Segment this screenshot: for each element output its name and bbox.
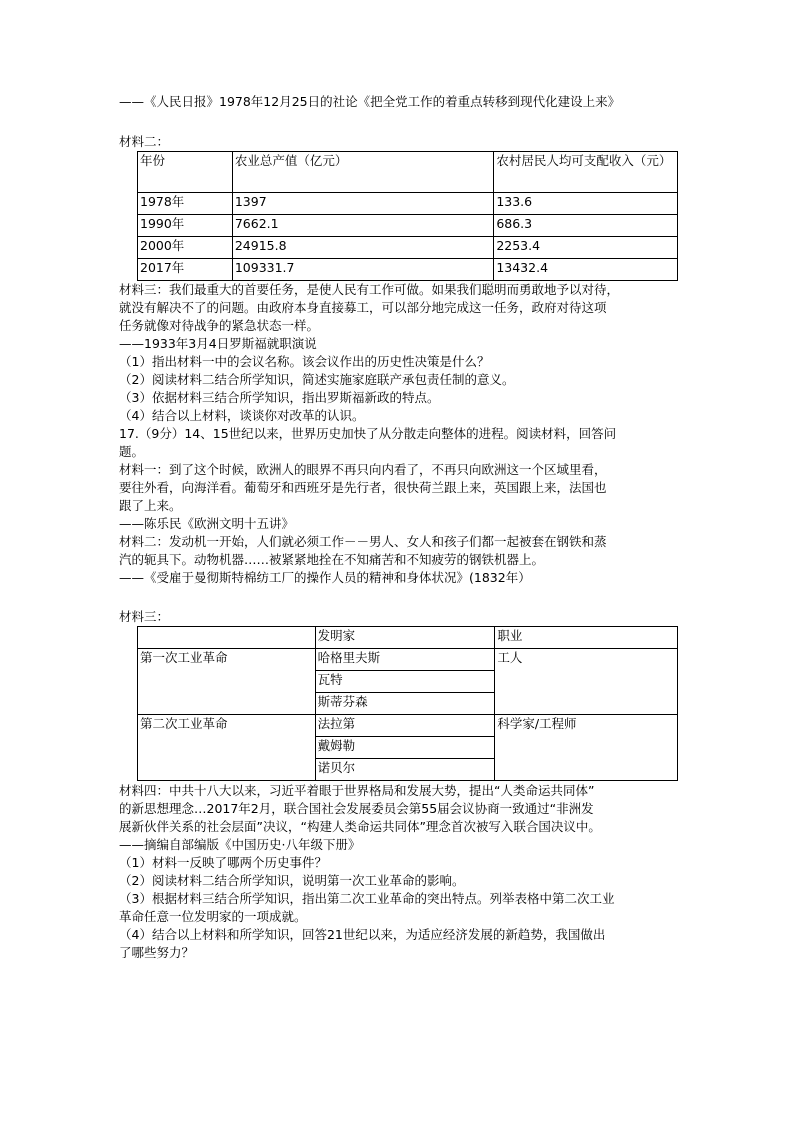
q17-material-one: 要往外看，向海洋看。葡萄牙和西班牙是先行者，很快荷兰跟上来，英国跟上来，法国也 (119, 480, 607, 495)
q17-material-four: 材料四：中共十八大以来，习近平着眼于世界格局和发展大势，提出“人类命运共同体” (119, 783, 595, 798)
header-occupation: 职业 (495, 627, 678, 649)
second-revolution-label: 第二次工业革命 (138, 715, 316, 781)
q17-material-two: 汽的轭具下。动物机器……被紧紧地拴在不知痛苦和不知疲劳的钢铁机器上。 (119, 552, 545, 567)
table-cell: 686.3 (494, 215, 678, 237)
question-17-3: 革命任意一位发明家的一项成就。 (119, 909, 307, 924)
q17-material-two: 材料二：发动机一开始，人们就必须工作－－男人、女人和孩子们都一起被套在钢铁和蒸 (119, 534, 607, 549)
question-17-4: （4）结合以上材料和所学知识，回答21世纪以来，为适应经济发展的新趋势，我国做出 (119, 927, 606, 942)
material-three-line: 任务就像对待战争的紧急状态一样。 (119, 318, 320, 333)
header-year: 年份 (138, 152, 233, 193)
table-cell: 24915.8 (232, 237, 493, 259)
question-16-1: （1）指出材料一中的会议名称。该会议作出的历史性决策是什么？ (119, 354, 490, 369)
table-cell: 1990年 (138, 215, 233, 237)
material-three-line: 材料三：我们最重大的首要任务，是使人民有工作可做。如果我们聪明而勇敢地予以对待， (119, 282, 620, 297)
header-income: 农村居民人均可支配收入（元） (494, 152, 678, 193)
material-three-line: 就没有解决不了的问题。由政府本身直接募工，可以部分地完成这一任务，政府对待这项 (119, 300, 607, 315)
question-17-3: （3）根据材料三结合所学知识，指出第二次工业革命的突出特点。列举表格中第二次工业 (119, 891, 615, 906)
question-17-intro: 题。 (119, 444, 145, 459)
material-three-source: ——1933年3月4日罗斯福就职演说 (119, 336, 317, 351)
question-16-2: （2）阅读材料二结合所学知识，简述实施家庭联产承包责任制的意义。 (119, 372, 515, 387)
q17-material-four-source: ——摘编自部编版《中国历史·八年级下册》 (119, 837, 361, 852)
header-inventor: 发明家 (315, 627, 495, 649)
occupation-cell: 科学家/工程师 (495, 715, 678, 781)
q17-material-one: 材料一：到了这个时候，欧洲人的眼界不再只向内看了，不再只向欧洲这一个区域里看， (119, 462, 607, 477)
inventor-cell: 斯蒂芬森 (315, 693, 495, 715)
table-cell: 13432.4 (494, 259, 678, 281)
inventor-cell: 哈格里夫斯 (315, 649, 495, 671)
table-cell (138, 627, 316, 649)
q17-material-one: 跟了上来。 (119, 498, 182, 513)
table-cell: 109331.7 (232, 259, 493, 281)
inventor-cell: 瓦特 (315, 671, 495, 693)
question-16-3: （3）依据材料三结合所学知识，指出罗斯福新政的特点。 (119, 390, 440, 405)
question-17-4: 了哪些努力？ (119, 945, 195, 960)
industrial-revolution-table (137, 626, 678, 781)
question-16-4: （4）结合以上材料，谈谈你对改革的认识。 (119, 408, 365, 423)
question-17-2: （2）阅读材料二结合所学知识，说明第一次工业革命的影响。 (119, 873, 465, 888)
material-two-label: 材料二： (119, 134, 170, 149)
first-revolution-label: 第一次工业革命 (138, 649, 316, 715)
table-cell: 133.6 (494, 193, 678, 215)
table-cell: 1397 (232, 193, 493, 215)
q17-material-two-source: ——《受雇于曼彻斯特棉纺工厂的操作人员的精神和身体状况》(1832年） (119, 570, 531, 585)
q17-material-three-label: 材料三： (119, 609, 170, 624)
header-output: 农业总产值（亿元） (232, 152, 493, 193)
table-cell: 1978年 (138, 193, 233, 215)
question-17-1: （1）材料一反映了哪两个历史事件？ (119, 855, 327, 870)
q17-material-four: 展新伙伴关系的社会层面”决议，“构建人类命运共同体”理念首次被写入联合国决议中。 (119, 819, 601, 834)
question-17-intro: 17.（9分）14、15世纪以来，世界历史加快了从分散走向整体的进程。阅读材料，回答问 (119, 426, 617, 441)
table-cell: 2000年 (138, 237, 233, 259)
agriculture-table (137, 151, 678, 281)
inventor-cell: 诺贝尔 (315, 759, 495, 781)
table-cell: 2253.4 (494, 237, 678, 259)
inventor-cell: 法拉第 (315, 715, 495, 737)
table-cell: 7662.1 (232, 215, 493, 237)
occupation-cell: 工人 (495, 649, 678, 715)
table-cell: 2017年 (138, 259, 233, 281)
source-line: ——《人民日报》1978年12月25日的社论《把全党工作的着重点转移到现代化建设上来》 (119, 94, 621, 109)
inventor-cell: 戴姆勒 (315, 737, 495, 759)
q17-material-four: 的新思想理念…2017年2月，联合国社会发展委员会第55届会议协商一致通过“非洲发 (119, 801, 594, 816)
q17-material-one-source: ——陈乐民《欧洲文明十五讲》 (119, 516, 295, 531)
